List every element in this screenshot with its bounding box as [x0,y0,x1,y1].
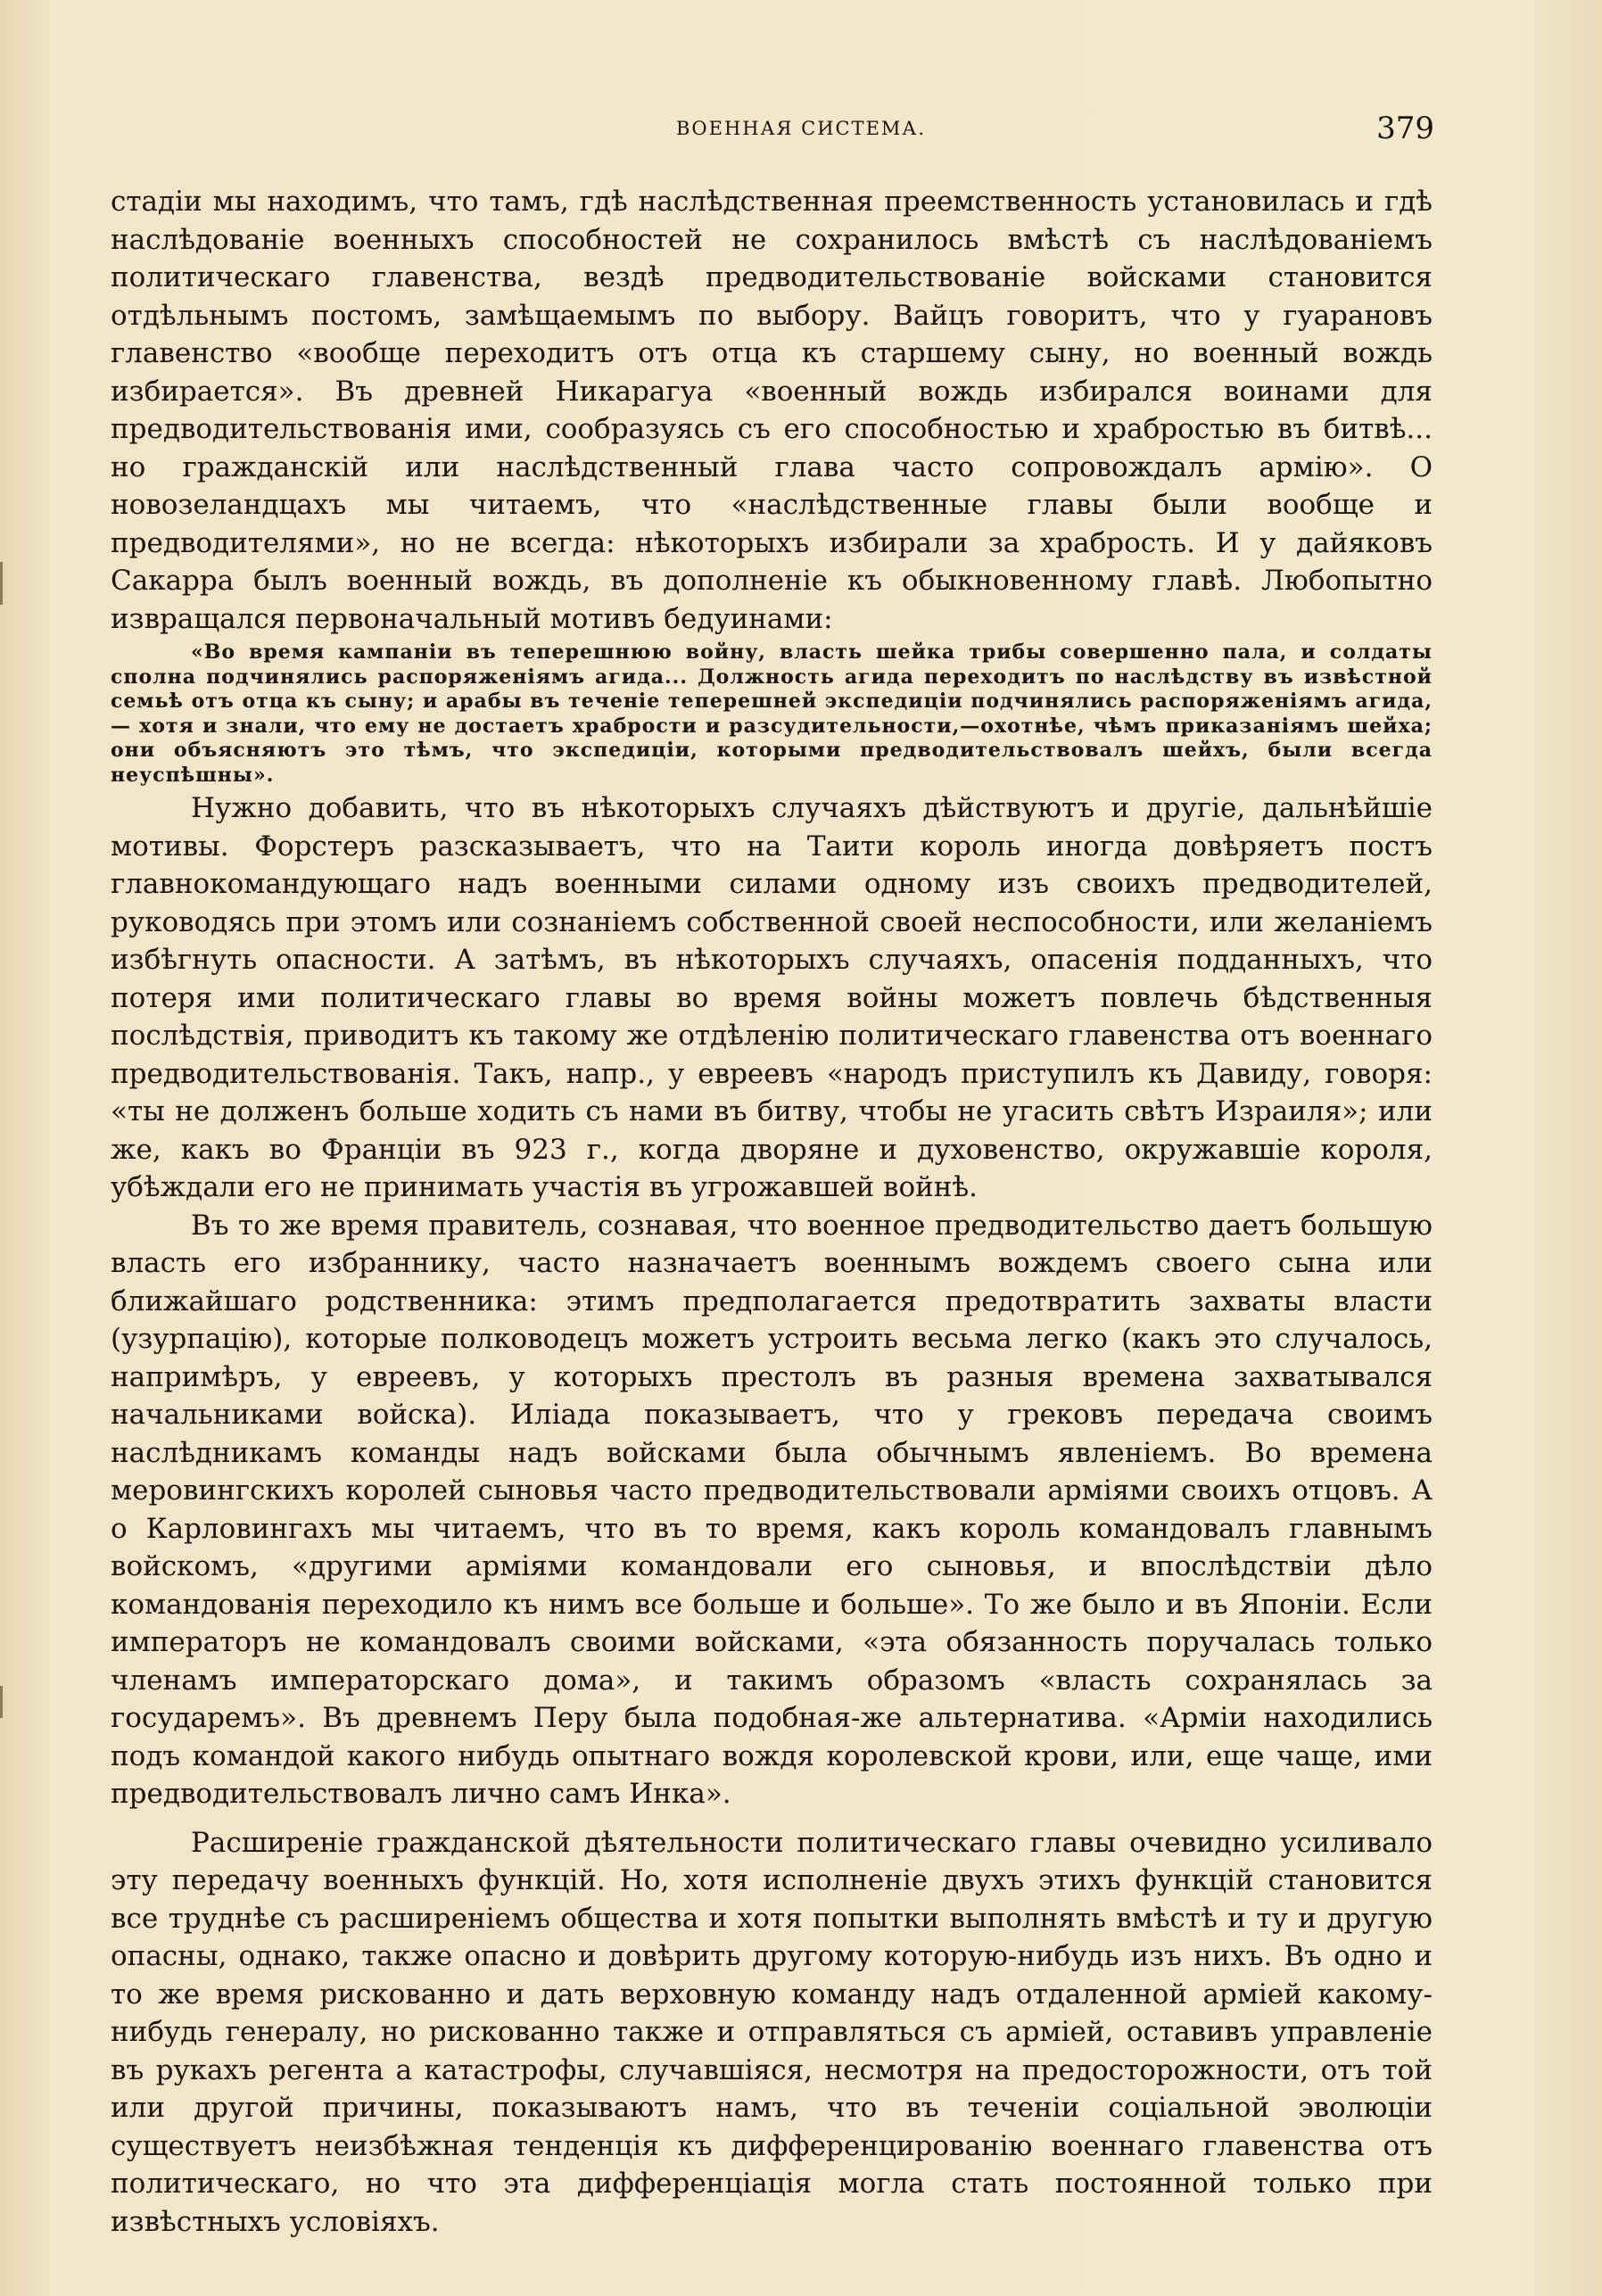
body-text [111,183,1433,2241]
running-head [0,111,1602,150]
paragraph-continuation: стадіи мы находимъ, что тамъ, гдѣ наслѣдственная преемственность установилась и гдѣ наслѣдованіе военныхъ способностей не сохранилось вмѣстѣ съ наслѣдованіемъ политическаго главенства, вездѣ предводительствованіе войсками становится отдѣльнымъ постомъ, замѣщаемымъ по выбору. Вайцъ говоритъ, что у гуарановъ главенство «вообще переходитъ отъ отца къ старшему сыну, но военный вождь избирается». Въ древней Никарагуа «военный вождь избирался воинами для предводительствованія ими, сообразуясь съ его способностью и храбростью въ битвѣ... но гражданскій или наслѣдственный глава часто сопровождалъ армію». О новозеландцахъ мы читаемъ, что «наслѣдственные главы были вообще и предводителями», но не всегда: нѣкоторыхъ избирали за храбрость. И у дайяковъ Сакарра былъ военный вождь, въ дополненіе къ обыкновенному главѣ. Любопытно извращался первоначальный мотивъ бедуинами: [111,186,1433,635]
paragraph: Въ то же время правитель, сознавая, что военное предводительство даетъ большую власть его избраннику, часто назначаетъ военнымъ вождемъ своего сына или ближайшаго родственника: этимъ предполагается предотвратить захваты власти (узурпацію), которые полководецъ можетъ устроить весьма легко (какъ это случалось, напримѣръ, у евреевъ, у которыхъ престолъ въ разныя времена захватывался начальниками войска). Иліада показываетъ, что у грековъ передача своимъ наслѣдникамъ команды надъ войсками была обычнымъ явленіемъ. Во времена меровингскихъ королей сыновья часто предводительствовали арміями своихъ отцовъ. А о Карловингахъ мы читаемъ, что въ то время, какъ король командовалъ главнымъ войскомъ, «другими арміями командовали его сыновья, и впослѣдствіи дѣло командованія переходило къ нимъ все больше и больше». То же было и въ Японіи. Если императоръ не командовалъ своими войсками, «эта обязанность поручалась только членамъ императорскаго дома», и такимъ образомъ «власть сохранялась за государемъ». Въ древнемъ Перу была подобная-же альтернатива. «Арміи находились подъ командой какого нибудь опытнаго вождя королевской крови, или, еще чаще, ими предводительствовалъ лично самъ Инка». [111,1209,1433,1810]
running-title: ВОЕННАЯ СИСТЕМА. [675,118,926,139]
paragraph: Нужно добавить, что въ нѣкоторыхъ случаяхъ дѣйствуютъ и другіе, дальнѣйшіе мотивы. Форстеръ разсказываетъ, что на Таити король иногда довѣряетъ постъ главнокомандующаго надъ военными силами одному изъ своихъ предводителей, руководясь при этомъ или сознаніемъ собственной своей неспособности, или желаніемъ избѣгнуть опасности. А затѣмъ, въ нѣкоторыхъ случаяхъ, опасенія подданныхъ, что потеря ими политическаго главы во время войны можетъ повлечь бѣдственныя послѣдствія, приводитъ къ такому же отдѣленію политическаго главенства отъ военнаго предводительствованія. Такъ, напр., у евреевъ «народъ приступилъ къ Давиду, говоря: «ты не долженъ больше ходить съ нами въ битву, чтобы не угасить свѣтъ Израиля»; или же, какъ во Франціи въ 923 г., когда дворяне и духовенство, окружавшіе короля, убѣждали его не принимать участія въ угрожавшей войнѣ. [111,792,1433,1203]
page-edge-mark [0,562,3,605]
page-number: 379 [1376,111,1434,146]
page-edge-mark [0,1686,3,1718]
block-quote: «Во время кампаніи въ теперешнюю войну, власть шейка трибы совершенно пала, и солдаты сполна подчинялись распоряженіямъ агида... Должность агида переходитъ по наслѣдству въ извѣстной семьѣ отъ отца къ сыну; и арабы въ теченіе теперешней экспедиціи подчинялись распоряженіямъ агида, — хотя и знали, что ему не достаетъ храбрости и разсудительности,—охотнѣе, чѣмъ приказаніямъ шейха; они объясняютъ это тѣмъ, что экспедиціи, которыми предводительствовалъ шейхъ, были всегда неуспѣшны». [111,640,1433,787]
paragraph: Расширеніе гражданской дѣятельности политическаго главы очевидно усиливало эту передачу военныхъ функцій. Но, хотя исполненіе двухъ этихъ функцій становится все труднѣе съ расширеніемъ общества и хотя попытки выполнять вмѣстѣ и ту и другую опасны, однако, также опасно и довѣрить другому которую-нибудь изъ нихъ. Въ одно и то же время рискованно и дать верховную команду надъ отдаленной арміей какому-нибудь генералу, но рискованно также и отправляться съ арміей, оставивъ управленіе въ рукахъ регента а катастрофы, случавшіяся, несмотря на предосторожности, отъ той или другой причины, показываютъ намъ, что въ теченіи соціальной эволюціи существуетъ неизбѣжная тенденція къ дифференцированію военнаго главенства отъ политическаго, но что эта дифференціація могла стать постоянной только при извѣстныхъ условіяхъ. [111,1826,1433,2238]
